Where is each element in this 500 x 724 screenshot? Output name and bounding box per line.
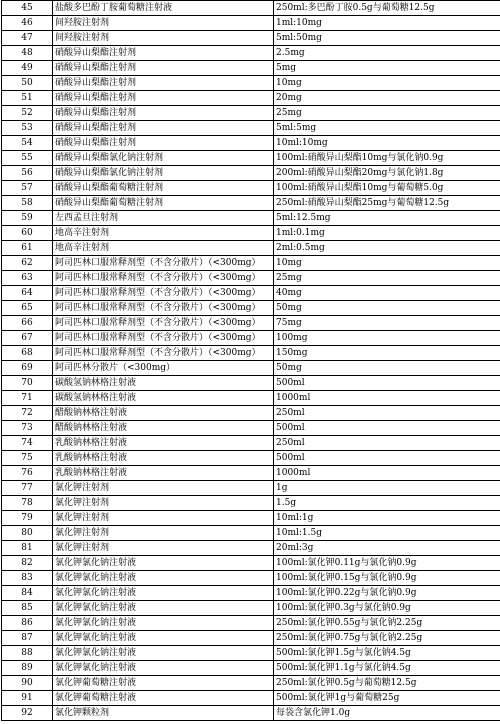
row-number-cell: 61 <box>2 241 53 256</box>
drug-name-cell: 乳酸钠林格注射液 <box>53 466 274 481</box>
drug-name-cell: 氯化钾氯化钠注射液 <box>53 616 274 631</box>
table-row <box>2 616 500 631</box>
table-row <box>2 376 500 391</box>
row-number-cell: 78 <box>2 496 53 511</box>
drug-name-cell: 醋酸钠林格注射液 <box>53 406 274 421</box>
row-number-cell: 52 <box>2 106 53 121</box>
table-row <box>2 466 500 481</box>
specification-cell: 100ml:氯化钾0.3g与氯化钠0.9g <box>274 601 500 616</box>
table-row <box>2 31 500 46</box>
drug-name-cell: 阿司匹林分散片（<300mg） <box>53 361 274 376</box>
table-row <box>2 181 500 196</box>
drug-name-cell: 阿司匹林口服常释剂型（不含分散片）（<300mg） <box>53 256 274 271</box>
specification-cell: 500ml <box>274 376 500 391</box>
drug-name-cell: 地高辛注射剂 <box>53 226 274 241</box>
specification-cell: 50mg <box>274 361 500 376</box>
row-number-cell: 50 <box>2 76 53 91</box>
specification-cell: 1000ml <box>274 391 500 406</box>
row-number-cell: 85 <box>2 601 53 616</box>
specification-cell: 100ml:氯化钾0.15g与氯化钠0.9g <box>274 571 500 586</box>
table-row <box>2 166 500 181</box>
specification-cell: 40mg <box>274 286 500 301</box>
specification-cell: 250ml:氯化钾0.75g与氯化钠2.25g <box>274 631 500 646</box>
specification-cell: 100ml:硝酸异山梨酯10mg与葡萄糖5.0g <box>274 181 500 196</box>
specification-cell: 250ml <box>274 406 500 421</box>
drug-name-cell: 阿司匹林口服常释剂型（不含分散片）（<300mg） <box>53 346 274 361</box>
specification-cell: 20ml:3g <box>274 541 500 556</box>
row-number-cell: 87 <box>2 631 53 646</box>
specification-cell: 25mg <box>274 106 500 121</box>
specification-cell: 1g <box>274 481 500 496</box>
row-number-cell: 86 <box>2 616 53 631</box>
row-number-cell: 67 <box>2 331 53 346</box>
row-number-cell: 79 <box>2 511 53 526</box>
drug-name-cell: 阿司匹林口服常释剂型（不含分散片）（<300mg） <box>53 286 274 301</box>
row-number-cell: 82 <box>2 556 53 571</box>
drug-name-cell: 氯化钾氯化钠注射液 <box>53 571 274 586</box>
drug-name-cell: 氯化钾注射剂 <box>53 481 274 496</box>
drug-name-cell: 硝酸异山梨酯葡萄糖注射剂 <box>53 181 274 196</box>
drug-name-cell: 氯化钾注射剂 <box>53 511 274 526</box>
row-number-cell: 77 <box>2 481 53 496</box>
drug-name-cell: 碳酸氢钠林格注射液 <box>53 391 274 406</box>
table-row <box>2 436 500 451</box>
specification-cell: 10ml:10mg <box>274 136 500 151</box>
table-row <box>2 196 500 211</box>
table-row <box>2 421 500 436</box>
drug-name-cell: 盐酸多巴酚丁胺葡萄糖注射液 <box>53 1 274 16</box>
table-row <box>2 511 500 526</box>
row-number-cell: 65 <box>2 301 53 316</box>
row-number-cell: 89 <box>2 661 53 676</box>
specification-cell: 250ml:氯化钾0.55g与氯化钠2.25g <box>274 616 500 631</box>
specification-cell: 1ml:10mg <box>274 16 500 31</box>
row-number-cell: 90 <box>2 676 53 691</box>
table-row <box>2 586 500 601</box>
drug-name-cell: 硝酸异山梨酯葡萄糖注射剂 <box>53 196 274 211</box>
drug-name-cell: 硝酸异山梨酯氯化钠注射剂 <box>53 151 274 166</box>
table-row <box>2 76 500 91</box>
table-row <box>2 271 500 286</box>
table-row <box>2 16 500 31</box>
row-number-cell: 57 <box>2 181 53 196</box>
drug-name-cell: 氯化钾氯化钠注射液 <box>53 661 274 676</box>
drug-name-cell: 氯化钾氯化钠注射液 <box>53 556 274 571</box>
row-number-cell: 72 <box>2 406 53 421</box>
row-number-cell: 80 <box>2 526 53 541</box>
row-number-cell: 73 <box>2 421 53 436</box>
table-row <box>2 646 500 661</box>
specification-cell: 25mg <box>274 271 500 286</box>
drug-name-cell: 硝酸异山梨酯注射剂 <box>53 61 274 76</box>
drug-name-cell: 硝酸异山梨酯注射剂 <box>53 106 274 121</box>
specification-cell: 75mg <box>274 316 500 331</box>
row-number-cell: 59 <box>2 211 53 226</box>
specification-cell: 5ml:12.5mg <box>274 211 500 226</box>
drug-name-cell: 氯化钾颗粒剂 <box>53 706 274 721</box>
table-row <box>2 361 500 376</box>
specification-cell: 250ml:氯化钾0.5g与葡萄糖12.5g <box>274 676 500 691</box>
row-number-cell: 51 <box>2 91 53 106</box>
specification-cell: 20mg <box>274 91 500 106</box>
specification-cell: 10ml:1g <box>274 511 500 526</box>
drug-name-cell: 氯化钾葡萄糖注射液 <box>53 676 274 691</box>
drug-name-cell: 阿司匹林口服常释剂型（不含分散片）（<300mg） <box>53 331 274 346</box>
specification-cell: 500ml:氯化钾1.1g与氯化钠4.5g <box>274 661 500 676</box>
table-row <box>2 496 500 511</box>
table-row <box>2 226 500 241</box>
table-row <box>2 661 500 676</box>
table-row <box>2 151 500 166</box>
specification-cell: 150mg <box>274 346 500 361</box>
drug-name-cell: 左西孟旦注射剂 <box>53 211 274 226</box>
drug-name-cell: 氯化钾注射剂 <box>53 541 274 556</box>
row-number-cell: 56 <box>2 166 53 181</box>
specification-cell: 2.5mg <box>274 46 500 61</box>
specification-cell: 每袋含氯化钾1.0g <box>274 706 500 721</box>
table-row <box>2 346 500 361</box>
drug-name-cell: 氯化钾葡萄糖注射液 <box>53 691 274 706</box>
drug-name-cell: 氯化钾氯化钠注射液 <box>53 586 274 601</box>
drug-name-cell: 硝酸异山梨酯注射剂 <box>53 76 274 91</box>
drug-name-cell: 乳酸钠林格注射液 <box>53 436 274 451</box>
drug-name-cell: 氯化钾氯化钠注射液 <box>53 646 274 661</box>
table-row <box>2 571 500 586</box>
row-number-cell: 58 <box>2 196 53 211</box>
drug-name-cell: 硝酸异山梨酯注射剂 <box>53 46 274 61</box>
table-row <box>2 676 500 691</box>
drug-name-cell: 硝酸异山梨酯注射剂 <box>53 121 274 136</box>
drug-table <box>1 0 500 721</box>
row-number-cell: 69 <box>2 361 53 376</box>
specification-cell: 200ml:硝酸异山梨酯20mg与氯化钠1.8g <box>274 166 500 181</box>
specification-cell: 250ml <box>274 436 500 451</box>
row-number-cell: 55 <box>2 151 53 166</box>
table-row <box>2 241 500 256</box>
row-number-cell: 49 <box>2 61 53 76</box>
table-row <box>2 556 500 571</box>
table-row <box>2 136 500 151</box>
table-row <box>2 106 500 121</box>
specification-cell: 10ml:1.5g <box>274 526 500 541</box>
table-row <box>2 61 500 76</box>
table-row <box>2 541 500 556</box>
table-row <box>2 631 500 646</box>
table-row <box>2 331 500 346</box>
row-number-cell: 53 <box>2 121 53 136</box>
row-number-cell: 70 <box>2 376 53 391</box>
row-number-cell: 88 <box>2 646 53 661</box>
specification-cell: 5mg <box>274 61 500 76</box>
table-row <box>2 121 500 136</box>
row-number-cell: 54 <box>2 136 53 151</box>
row-number-cell: 81 <box>2 541 53 556</box>
specification-cell: 1000ml <box>274 466 500 481</box>
table-row <box>2 46 500 61</box>
specification-cell: 5ml:50mg <box>274 31 500 46</box>
row-number-cell: 47 <box>2 31 53 46</box>
drug-name-cell: 间羟胺注射剂 <box>53 31 274 46</box>
table-row <box>2 256 500 271</box>
row-number-cell: 62 <box>2 256 53 271</box>
table-body <box>2 1 500 721</box>
drug-name-cell: 醋酸钠林格注射液 <box>53 421 274 436</box>
specification-cell: 5ml:5mg <box>274 121 500 136</box>
row-number-cell: 84 <box>2 586 53 601</box>
table-row <box>2 406 500 421</box>
specification-cell: 250ml:多巴酚丁胺0.5g与葡萄糖12.5g <box>274 1 500 16</box>
specification-cell: 500ml <box>274 421 500 436</box>
specification-cell: 500ml <box>274 451 500 466</box>
table-row <box>2 316 500 331</box>
table-row <box>2 211 500 226</box>
drug-name-cell: 阿司匹林口服常释剂型（不含分散片）（<300mg） <box>53 301 274 316</box>
drug-name-cell: 硝酸异山梨酯注射剂 <box>53 91 274 106</box>
row-number-cell: 76 <box>2 466 53 481</box>
specification-cell: 1.5g <box>274 496 500 511</box>
drug-name-cell: 乳酸钠林格注射液 <box>53 451 274 466</box>
drug-name-cell: 间羟胺注射剂 <box>53 16 274 31</box>
table-row <box>2 706 500 721</box>
drug-name-cell: 氯化钾注射剂 <box>53 526 274 541</box>
drug-name-cell: 碳酸氢钠林格注射液 <box>53 376 274 391</box>
table-row <box>2 601 500 616</box>
drug-name-cell: 阿司匹林口服常释剂型（不含分散片）（<300mg） <box>53 271 274 286</box>
specification-cell: 10mg <box>274 256 500 271</box>
row-number-cell: 68 <box>2 346 53 361</box>
drug-name-cell: 阿司匹林口服常释剂型（不含分散片）（<300mg） <box>53 316 274 331</box>
table-row <box>2 286 500 301</box>
table-row <box>2 391 500 406</box>
row-number-cell: 60 <box>2 226 53 241</box>
specification-cell: 100ml:硝酸异山梨酯10mg与氯化钠0.9g <box>274 151 500 166</box>
row-number-cell: 71 <box>2 391 53 406</box>
drug-name-cell: 氯化钾氯化钠注射液 <box>53 631 274 646</box>
table-row <box>2 1 500 16</box>
row-number-cell: 91 <box>2 691 53 706</box>
row-number-cell: 66 <box>2 316 53 331</box>
table-row <box>2 301 500 316</box>
specification-cell: 2ml:0.5mg <box>274 241 500 256</box>
specification-cell: 10mg <box>274 76 500 91</box>
row-number-cell: 92 <box>2 706 53 721</box>
drug-name-cell: 硝酸异山梨酯注射剂 <box>53 136 274 151</box>
row-number-cell: 45 <box>2 1 53 16</box>
row-number-cell: 83 <box>2 571 53 586</box>
row-number-cell: 46 <box>2 16 53 31</box>
drug-name-cell: 氯化钾氯化钠注射液 <box>53 601 274 616</box>
specification-cell: 1ml:0.1mg <box>274 226 500 241</box>
table-row <box>2 526 500 541</box>
specification-cell: 100ml:氯化钾0.22g与氯化钠0.9g <box>274 586 500 601</box>
drug-name-cell: 氯化钾注射剂 <box>53 496 274 511</box>
table-row <box>2 451 500 466</box>
row-number-cell: 74 <box>2 436 53 451</box>
specification-cell: 500ml:氯化钾1g与葡萄糖25g <box>274 691 500 706</box>
row-number-cell: 48 <box>2 46 53 61</box>
table-row <box>2 91 500 106</box>
specification-cell: 50mg <box>274 301 500 316</box>
specification-cell: 100mg <box>274 331 500 346</box>
row-number-cell: 64 <box>2 286 53 301</box>
specification-cell: 100ml:氯化钾0.11g与氯化钠0.9g <box>274 556 500 571</box>
row-number-cell: 63 <box>2 271 53 286</box>
drug-name-cell: 地高辛注射剂 <box>53 241 274 256</box>
table-row <box>2 691 500 706</box>
specification-cell: 500ml:氯化钾1.5g与氯化钠4.5g <box>274 646 500 661</box>
drug-name-cell: 硝酸异山梨酯氯化钠注射剂 <box>53 166 274 181</box>
table-row <box>2 481 500 496</box>
specification-cell: 250ml:硝酸异山梨酯25mg与葡萄糖12.5g <box>274 196 500 211</box>
row-number-cell: 75 <box>2 451 53 466</box>
